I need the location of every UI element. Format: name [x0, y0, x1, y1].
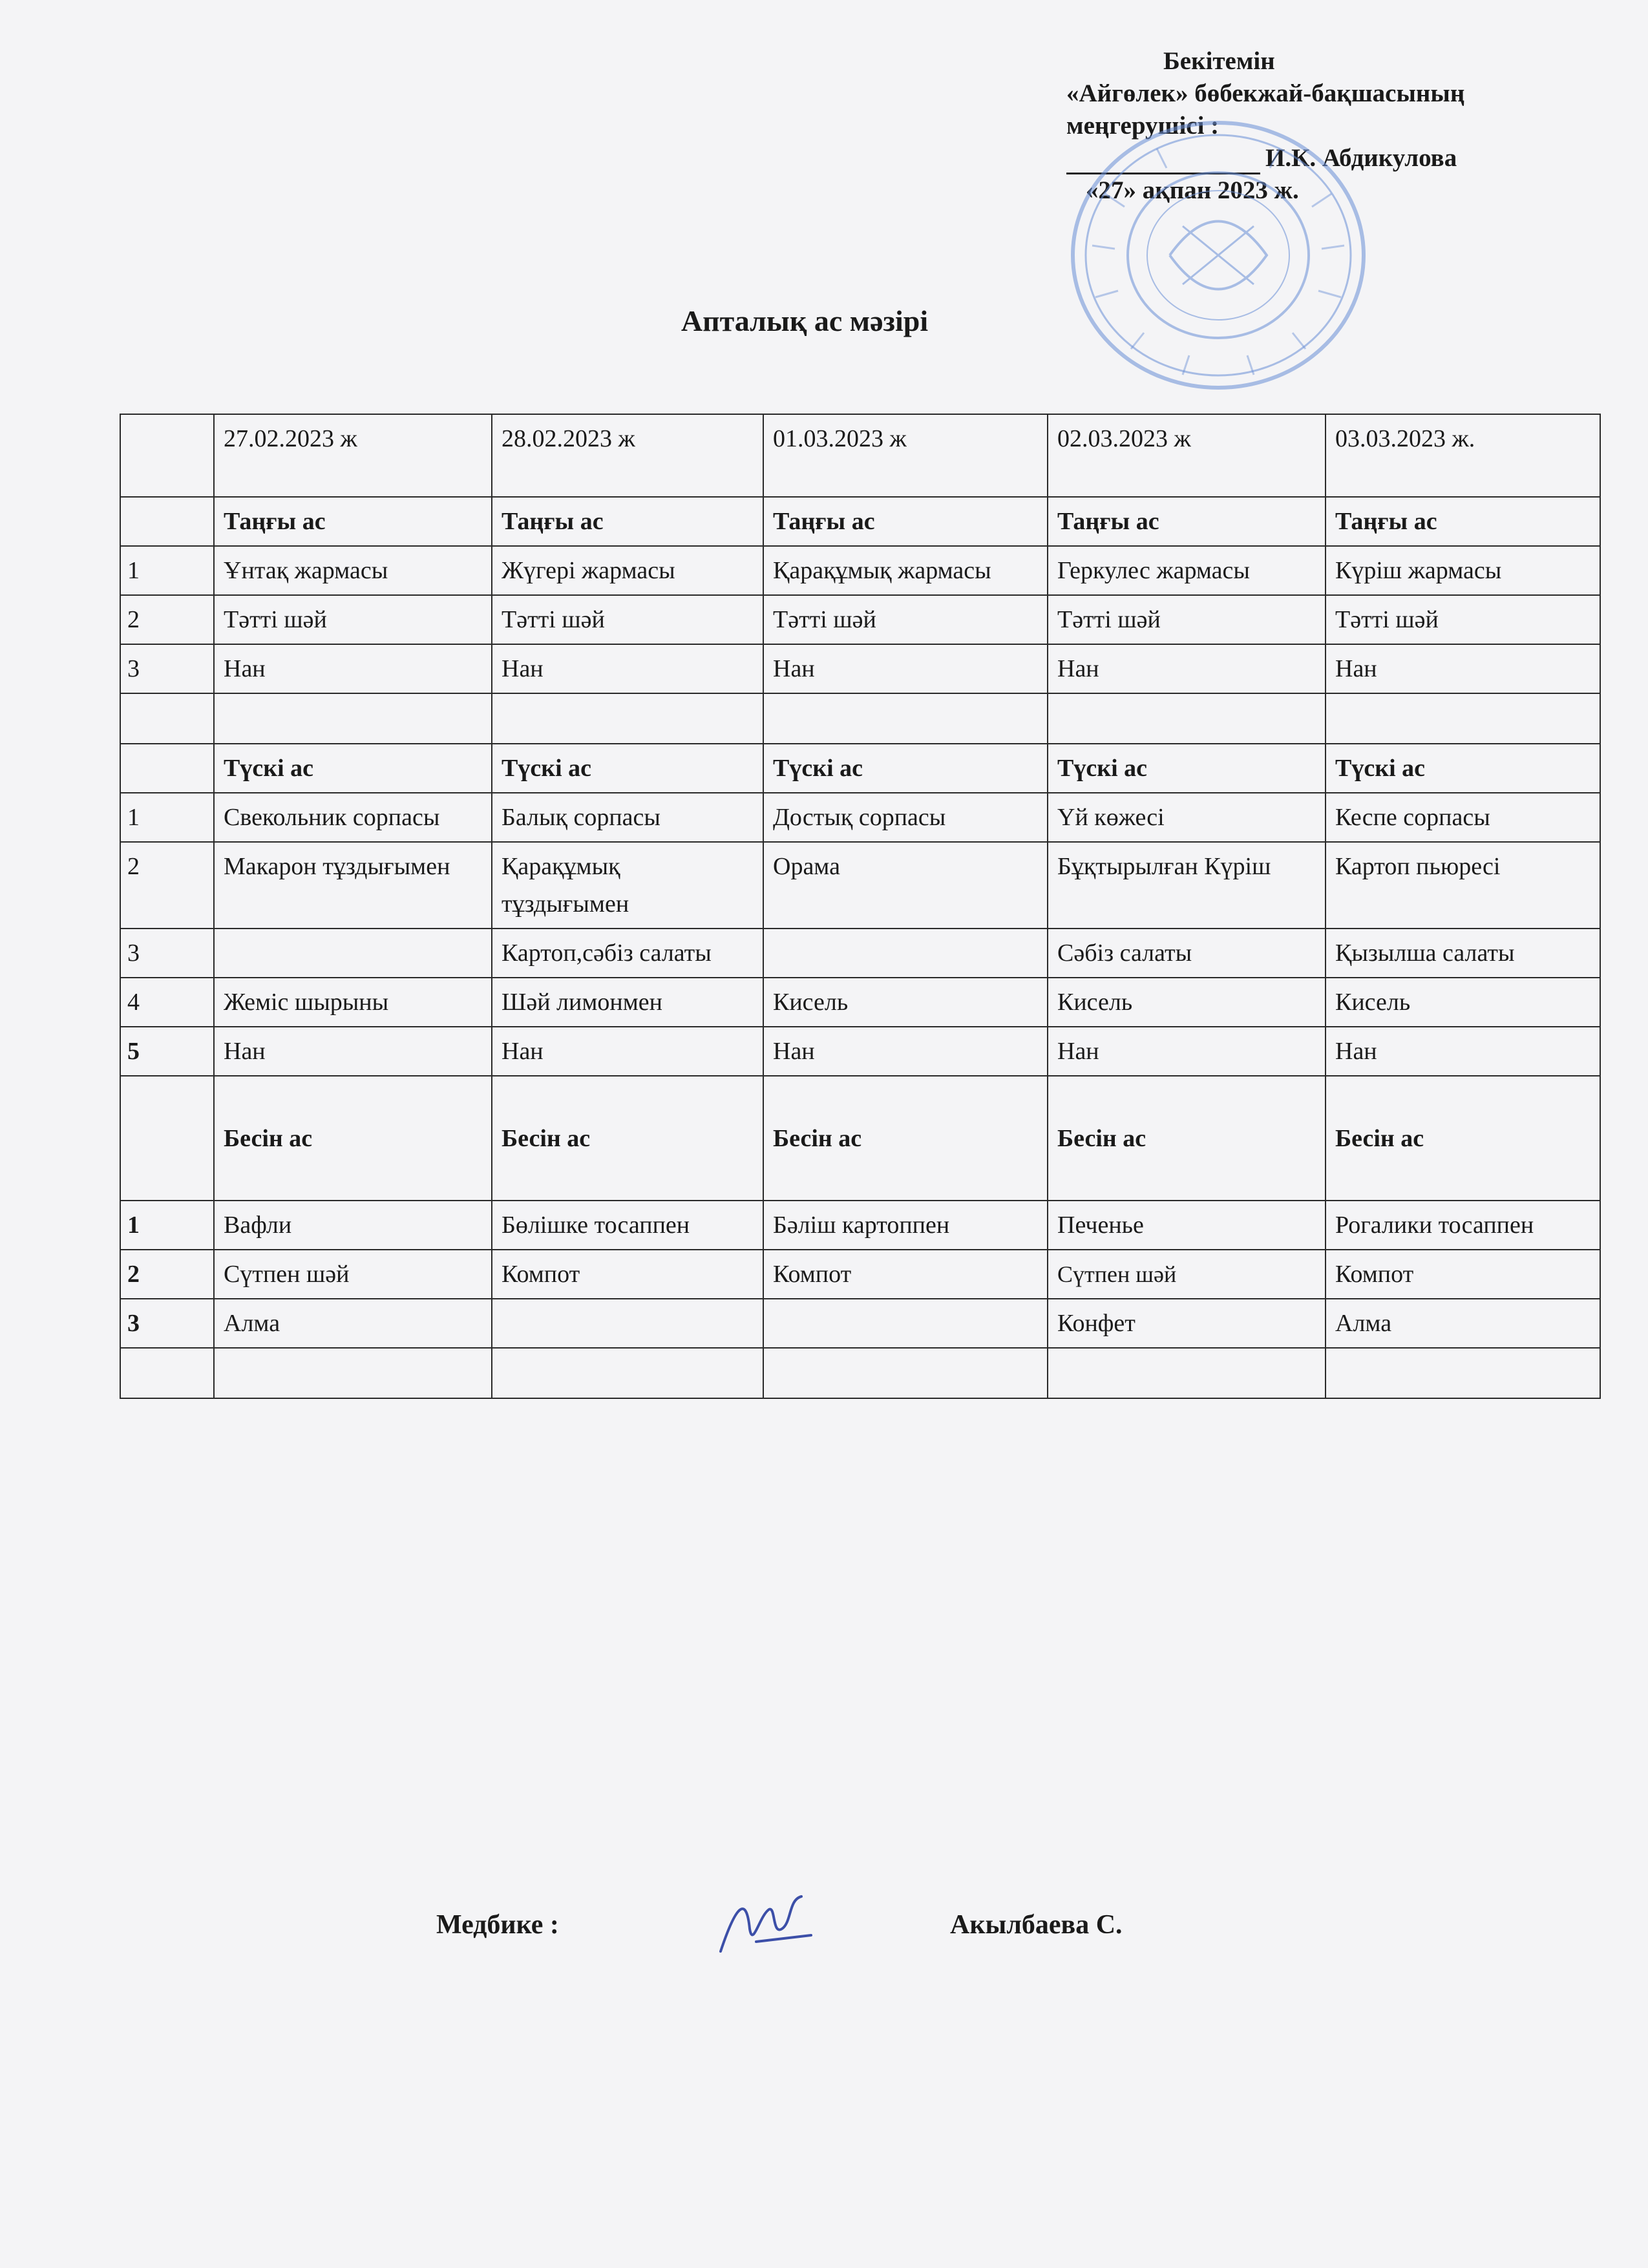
approval-position-line: меңгерушісі :	[1066, 112, 1220, 140]
empty-cell	[120, 497, 214, 546]
menu-item: Үй көжесі	[1048, 793, 1326, 842]
document-title: Апталық ас мәзірі	[681, 304, 929, 337]
nurse-label: Медбике :	[436, 1910, 559, 1940]
empty-cell	[492, 1348, 763, 1398]
snack-row	[120, 1201, 1600, 1250]
nurse-signature-block	[0, 1896, 1648, 1974]
menu-item: Тәтті шәй	[1326, 595, 1600, 644]
row-number: 1	[120, 546, 214, 595]
menu-item: Бөлішке тосаппен	[492, 1201, 763, 1250]
menu-item: Күріш жармасы	[1326, 546, 1600, 595]
menu-item: Нан	[214, 644, 492, 693]
menu-item: Кисель	[1048, 978, 1326, 1027]
approval-org-line: «Айгөлек» бөбекжай-бақшасының	[1066, 79, 1465, 107]
menu-item: Бұқтырылған Күріш	[1048, 842, 1326, 929]
snack-row	[120, 1299, 1600, 1348]
lunch-row	[120, 978, 1600, 1027]
meal-heading: Түскі ас	[1326, 744, 1600, 793]
menu-item: Нан	[763, 644, 1048, 693]
menu-item: Қарақұмық жармасы	[763, 546, 1048, 595]
date-cell: 02.03.2023 ж	[1048, 414, 1326, 497]
snack-row	[120, 1250, 1600, 1299]
menu-item: Тәтті шәй	[492, 595, 763, 644]
row-number: 1	[120, 793, 214, 842]
menu-item: Нан	[214, 1027, 492, 1076]
menu-item: Нан	[492, 1027, 763, 1076]
meal-heading: Түскі ас	[214, 744, 492, 793]
breakfast-row	[120, 595, 1600, 644]
lunch-row	[120, 842, 1600, 929]
approval-block	[1066, 45, 1583, 207]
menu-item: Нан	[763, 1027, 1048, 1076]
menu-item: Кисель	[1326, 978, 1600, 1027]
row-number: 2	[120, 595, 214, 644]
menu-item: Компот	[763, 1250, 1048, 1299]
menu-item: Компот	[1326, 1250, 1600, 1299]
snack-heading-row	[120, 1076, 1600, 1201]
menu-item: Жүгері жармасы	[492, 546, 763, 595]
nurse-name: Акылбаева С.	[950, 1910, 1123, 1940]
menu-item: Нан	[1048, 1027, 1326, 1076]
row-number: 3	[120, 929, 214, 978]
empty-cell	[120, 1076, 214, 1201]
breakfast-heading-row	[120, 497, 1600, 546]
date-cell: 28.02.2023 ж	[492, 414, 763, 497]
meal-heading: Бесін ас	[1326, 1076, 1600, 1201]
spacer-row	[120, 693, 1600, 744]
empty-cell	[120, 1348, 214, 1398]
menu-item: Алма	[1326, 1299, 1600, 1348]
empty-cell	[1048, 693, 1326, 744]
row-number: 3	[120, 1299, 214, 1348]
meal-heading: Түскі ас	[763, 744, 1048, 793]
weekly-menu-table	[120, 414, 1601, 1399]
row-number: 4	[120, 978, 214, 1027]
meal-heading: Таңғы ас	[492, 497, 763, 546]
menu-item: Конфет	[1048, 1299, 1326, 1348]
empty-cell	[763, 1348, 1048, 1398]
row-number: 1	[120, 1201, 214, 1250]
lunch-heading-row	[120, 744, 1600, 793]
menu-item: Сүтпен шәй	[1048, 1250, 1326, 1299]
date-cell: 01.03.2023 ж	[763, 414, 1048, 497]
menu-item	[492, 1299, 763, 1348]
meal-heading: Бесін ас	[214, 1076, 492, 1201]
lunch-row	[120, 929, 1600, 978]
menu-item: Макарон тұздығымен	[214, 842, 492, 929]
empty-cell	[492, 693, 763, 744]
menu-item: Кеспе сорпасы	[1326, 793, 1600, 842]
menu-item: Кисель	[763, 978, 1048, 1027]
corner-cell	[120, 414, 214, 497]
row-number: 3	[120, 644, 214, 693]
row-number: 2	[120, 1250, 214, 1299]
empty-cell	[120, 693, 214, 744]
empty-cell	[214, 1348, 492, 1398]
menu-item: Картоп пьюресі	[1326, 842, 1600, 929]
menu-item: Тәтті шәй	[763, 595, 1048, 644]
menu-item: Қызылша салаты	[1326, 929, 1600, 978]
empty-cell	[214, 693, 492, 744]
date-cell: 03.03.2023 ж.	[1326, 414, 1600, 497]
menu-item: Орама	[763, 842, 1048, 929]
breakfast-row	[120, 546, 1600, 595]
menu-item: Достық сорпасы	[763, 793, 1048, 842]
meal-heading: Бесін ас	[763, 1076, 1048, 1201]
empty-cell	[1326, 693, 1600, 744]
meal-heading: Таңғы ас	[763, 497, 1048, 546]
lunch-row	[120, 793, 1600, 842]
empty-cell	[1048, 1348, 1326, 1398]
handwritten-signature	[717, 1890, 814, 1961]
row-number: 5	[120, 1027, 214, 1076]
meal-heading: Таңғы ас	[1326, 497, 1600, 546]
spacer-row	[120, 1348, 1600, 1398]
meal-heading: Бесін ас	[1048, 1076, 1326, 1201]
menu-item: Картоп,сәбіз салаты	[492, 929, 763, 978]
menu-item: Свекольник сорпасы	[214, 793, 492, 842]
menu-item: Нан	[1326, 644, 1600, 693]
menu-item: Алма	[214, 1299, 492, 1348]
menu-item: Сүтпен шәй	[214, 1250, 492, 1299]
date-header-row	[120, 414, 1600, 497]
row-number: 2	[120, 842, 214, 929]
menu-item: Жеміс шырыны	[214, 978, 492, 1027]
lunch-row	[120, 1027, 1600, 1076]
meal-heading: Бесін ас	[492, 1076, 763, 1201]
approval-date: «27» ақпан 2023 ж.	[1086, 176, 1299, 204]
meal-heading: Таңғы ас	[1048, 497, 1326, 546]
empty-cell	[763, 693, 1048, 744]
meal-heading: Түскі ас	[1048, 744, 1326, 793]
date-cell: 27.02.2023 ж	[214, 414, 492, 497]
menu-item	[214, 929, 492, 978]
menu-item: Балық сорпасы	[492, 793, 763, 842]
empty-cell	[1326, 1348, 1600, 1398]
menu-item: Бәліш картоппен	[763, 1201, 1048, 1250]
breakfast-row	[120, 644, 1600, 693]
menu-item: Шәй лимонмен	[492, 978, 763, 1027]
signature-line	[1066, 147, 1260, 174]
menu-item	[763, 929, 1048, 978]
menu-item: Нан	[1048, 644, 1326, 693]
menu-item: Вафли	[214, 1201, 492, 1250]
approval-title: Бекітемін	[1163, 47, 1275, 75]
menu-item: Қарақұмық тұздығымен	[492, 842, 763, 929]
meal-heading: Таңғы ас	[214, 497, 492, 546]
menu-item: Тәтті шәй	[1048, 595, 1326, 644]
menu-item: Нан	[492, 644, 763, 693]
menu-item: Геркулес жармасы	[1048, 546, 1326, 595]
meal-heading: Түскі ас	[492, 744, 763, 793]
menu-item: Печенье	[1048, 1201, 1326, 1250]
menu-item: Нан	[1326, 1027, 1600, 1076]
menu-item: Компот	[492, 1250, 763, 1299]
empty-cell	[120, 744, 214, 793]
menu-item: Рогалики тосаппен	[1326, 1201, 1600, 1250]
menu-item: Сәбіз салаты	[1048, 929, 1326, 978]
approval-signature-row	[1066, 142, 1583, 174]
menu-item	[763, 1299, 1048, 1348]
menu-item: Тәтті шәй	[214, 595, 492, 644]
head-name: И.К. Абдикулова	[1265, 144, 1457, 172]
menu-item: Ұнтақ жармасы	[214, 546, 492, 595]
